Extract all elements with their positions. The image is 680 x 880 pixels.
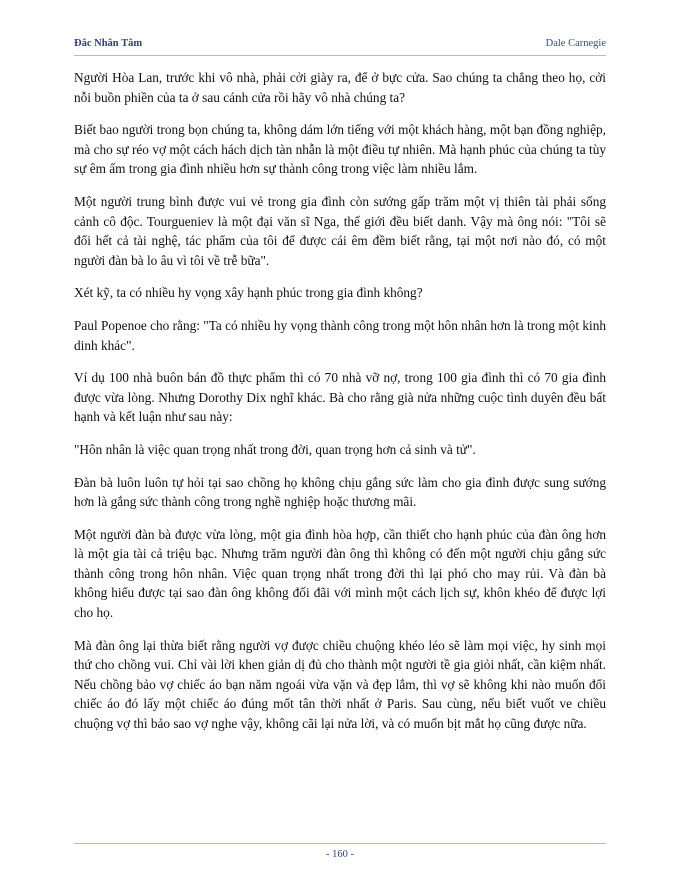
paragraph: "Hôn nhân là việc quan trọng nhất trong đời, quan trọng hơn cả sinh và tử".: [74, 441, 476, 457]
paragraph: Paul Popenoe cho rằng: "Ta có nhiều hy vọng thành công trong một hôn nhân hơn là trong một kinh dinh khác".: [74, 317, 606, 353]
page-number: - 160 -: [326, 849, 354, 860]
header-author: Dale Carnegie: [545, 38, 606, 49]
page-body: [74, 68, 606, 747]
paragraph: Người Hòa Lan, trước khi vô nhà, phải cởi giày ra, để ở bực cửa. Sao chúng ta chẳng theo họ, cởi nỗi buồn phiền của ta ở sau cánh cửa rồi hãy vô nhà chúng ta?: [74, 70, 606, 105]
paragraph: Xét kỹ, ta có nhiều hy vọng xây hạnh phúc trong gia đình không?: [74, 285, 423, 301]
paragraph: Một người đàn bà được vừa lòng, một gia đình hòa hợp, cần thiết cho hạnh phúc của đàn ông hơn là một gia tài cả triệu bạc. Nhưng trăm người đàn ông thì không có đến một người chịu gắng sức thành công trong hôn nhân. Việc quan trọng nhất trong đời thì lại phó cho may rủi. Và đàn bà không hiểu được tại sao đàn ông không đối đãi với mình một cách lịch sự, khôn khéo để được lợi cho họ.: [74, 526, 606, 621]
paragraph: Đàn bà luôn luôn tự hỏi tại sao chồng họ không chịu gắng sức làm cho gia đình được sung sướng hơn là gắng sức thành công trong nghề nghiệp hoặc thương mãi.: [74, 474, 606, 510]
header-book-title: Đắc Nhân Tâm: [74, 38, 143, 49]
page-header: [74, 38, 606, 49]
paragraph: Biết bao người trong bọn chúng ta, không dám lớn tiếng với một khách hàng, một bạn đồng nghiệp, mà cho sự réo vợ một cách hách dịch tàn nhẫn là một điều tự nhiên. Mà hạnh phúc của chúng ta tùy sự êm ấm trong gia đình nhiều hơn sự thành công trong việc làm nhiều lắm.: [74, 122, 606, 177]
paragraph: Mà đàn ông lại thừa biết rằng người vợ được chiều chuộng khéo léo sẽ làm mọi việc, hy sinh mọi thứ cho chồng vui. Chỉ vài lời khen giản dị đủ cho thành một người tề gia giỏi nhất, cần kiệm nhất. Nếu chồng bảo vợ chiếc áo bạn năm ngoái vừa vặn và đẹp lắm, thì vợ sẽ không khi nào muốn đổi chiếc áo đó lấy một chiếc áo đúng mốt tân thời nhất ở Paris. Sau cùng, nếu biết vuốt ve chiều chuộng vợ thì bảo sao vợ nghe vậy, không cãi lại nửa lời, và có muốn bịt mắt họ cũng được nữa.: [74, 637, 606, 732]
header-divider: [74, 55, 606, 56]
paragraph: Ví dụ 100 nhà buôn bán đồ thực phẩm thì có 70 nhà vỡ nợ, trong 100 gia đình thì có 70 gia đình được vừa lòng. Nhưng Dorothy Dix nghĩ khác. Bà cho rằng già nửa những cuộc tình duyên đều bất hạnh và kết luận như sau này:: [74, 370, 606, 425]
paragraph: Một người trung bình được vui vẻ trong gia đình còn sướng gấp trăm một vị thiên tài phải sống cảnh cô độc. Tourgueniev là một đại văn sĩ Nga, thế giới đều biết danh. Vậy mà ông nói: "Tôi sẽ đổi hết cả tài nghệ, tác phẩm của tôi để được cái êm đềm biết rằng, tại một nơi nào đó, có một người đàn bà lo âu vì tôi về trễ bữa".: [74, 193, 606, 268]
page-footer: [74, 849, 606, 860]
footer-divider: [74, 843, 606, 844]
